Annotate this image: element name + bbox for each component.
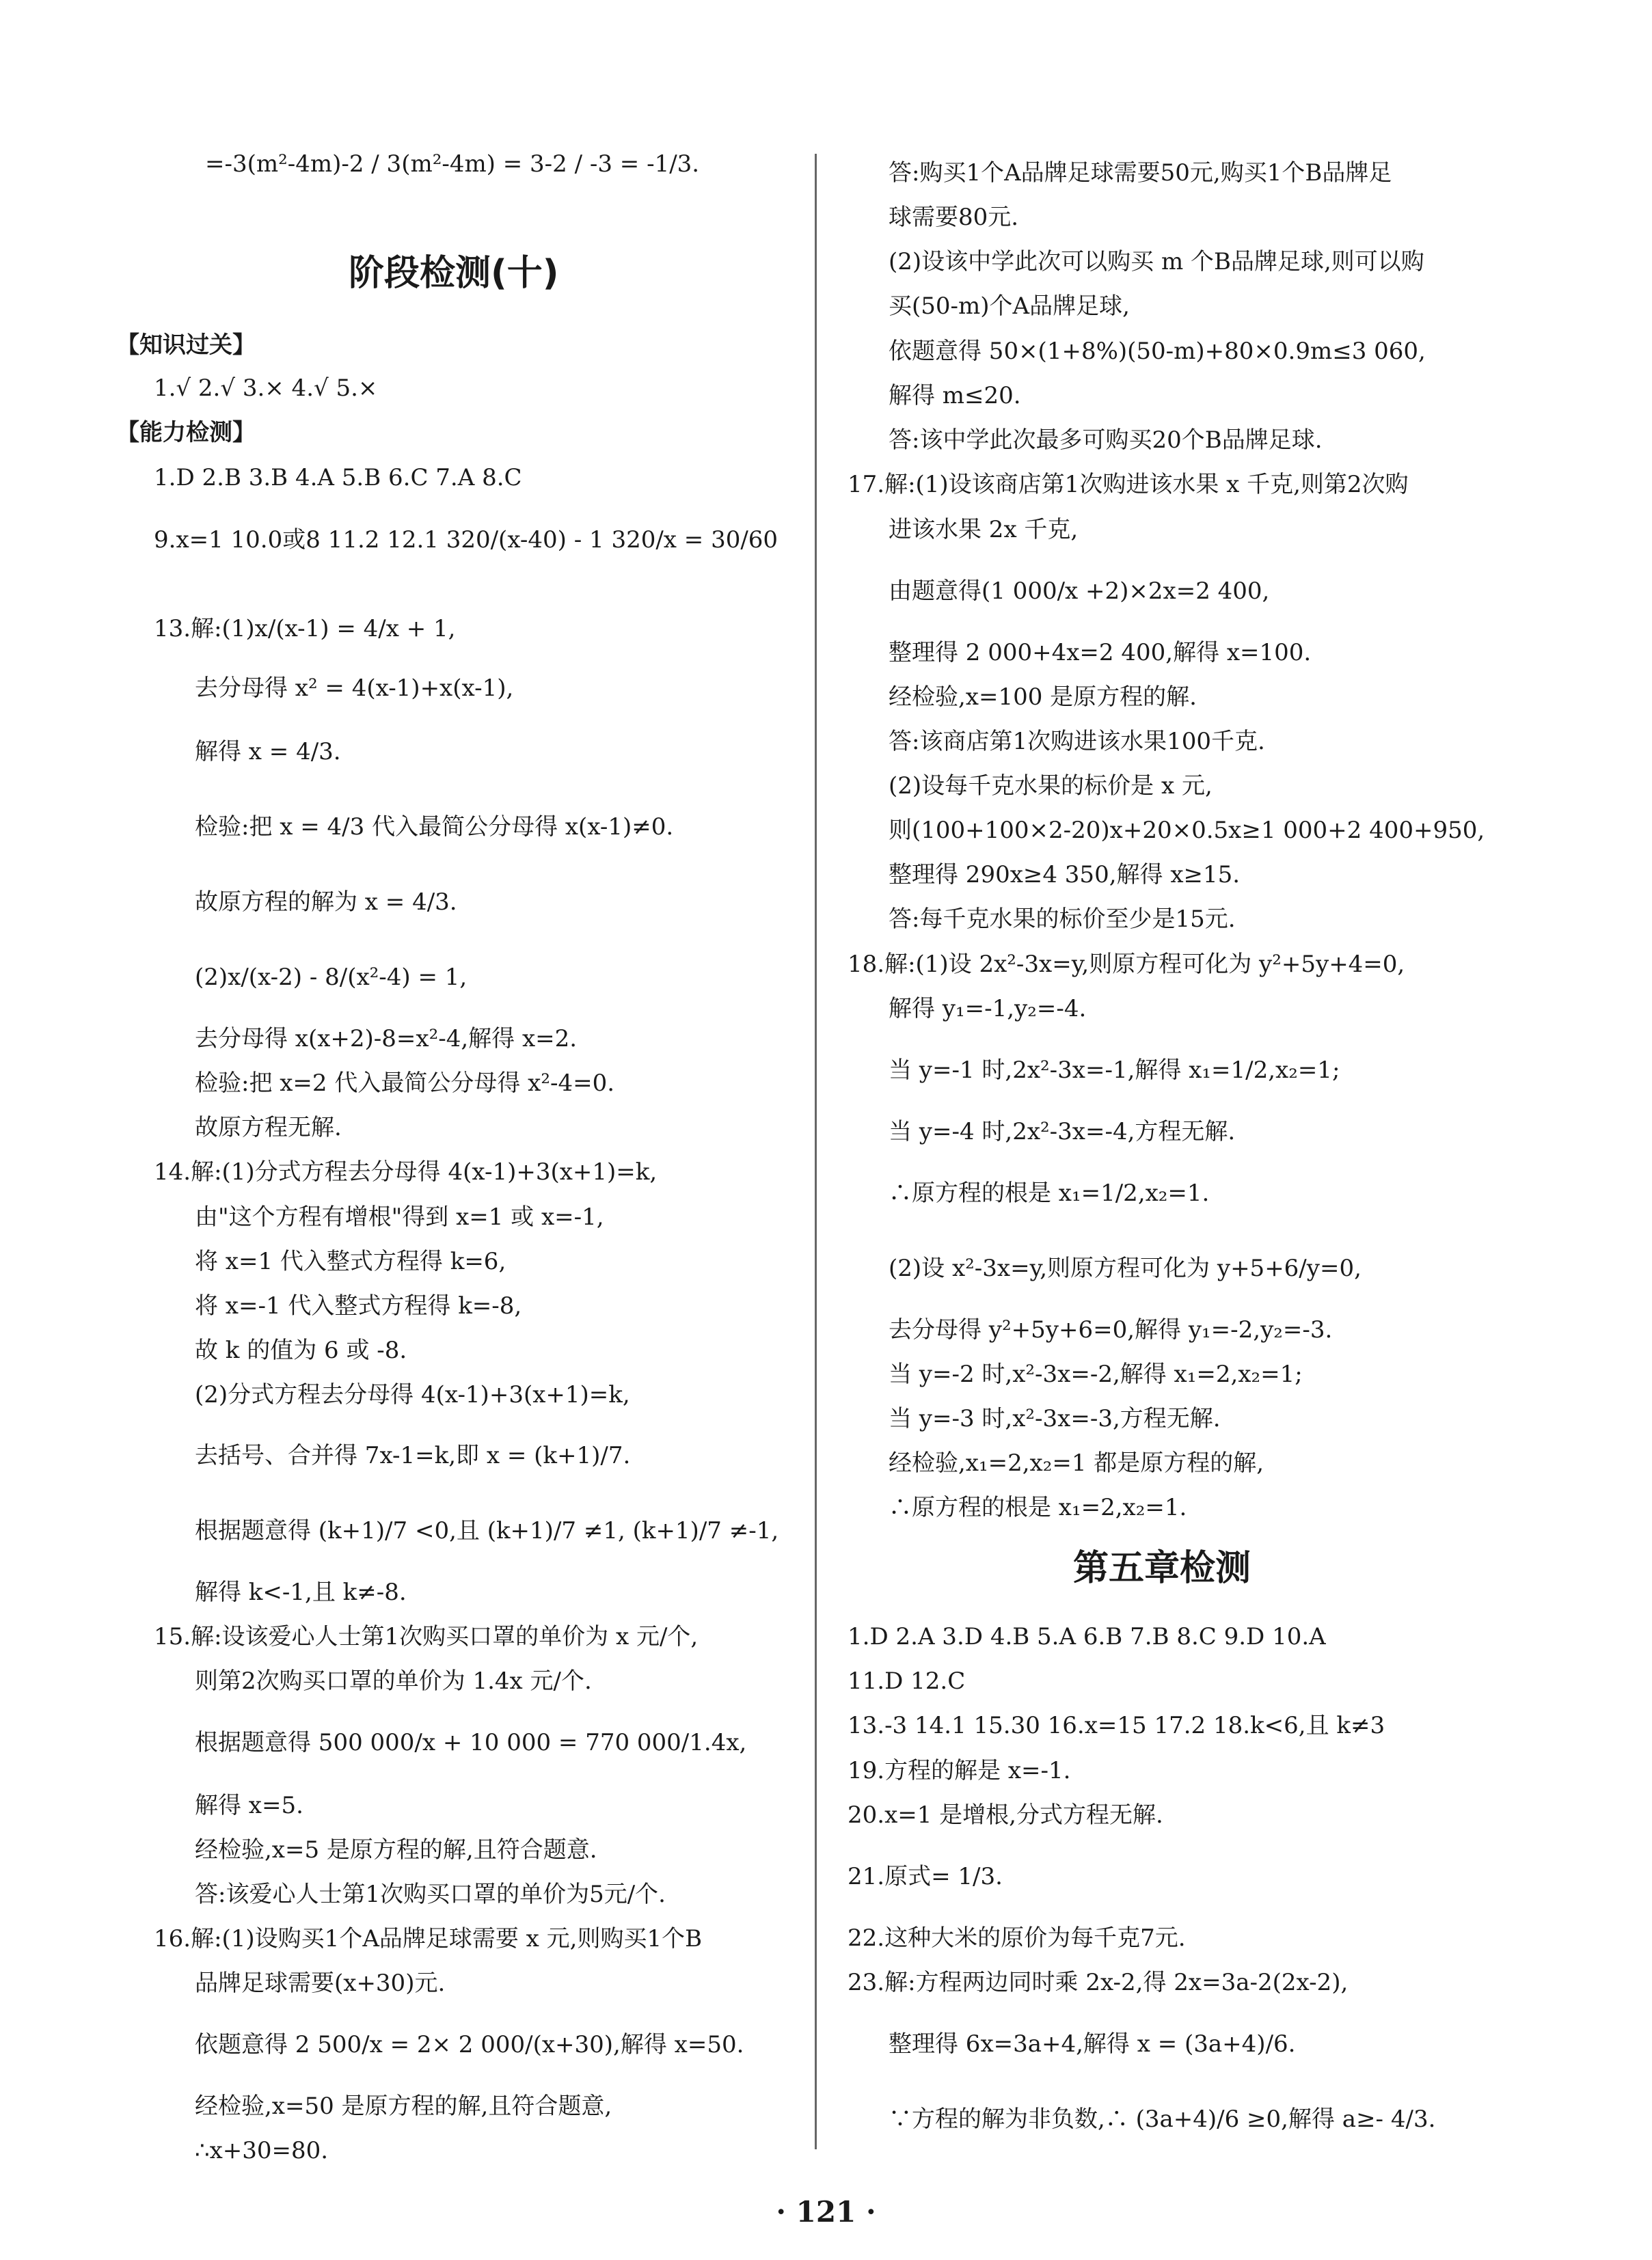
text-line: 17.解:(1)设该商店第1次购进该水果 x 千克,则第2次购 <box>848 471 1409 498</box>
text-line: 当 y=-2 时,x²-3x=-2,解得 x₁=2,x₂=1; <box>889 1361 1303 1388</box>
text-line: 当 y=-1 时,2x²-3x=-1,解得 x₁=1/2,x₂=1; <box>889 1057 1340 1084</box>
text-line: 21.原式= 1/3. <box>848 1863 1003 1890</box>
text-line: 去分母得 x(x+2)-8=x²-4,解得 x=2. <box>195 1025 578 1052</box>
text-line: (2)设该中学此次可以购买 m 个B品牌足球,则可以购 <box>889 248 1424 275</box>
text-line: 将 x=1 代入整式方程得 k=6, <box>195 1248 506 1275</box>
text-line: 19.方程的解是 x=-1. <box>848 1757 1071 1784</box>
text-line: 答:该中学此次最多可购买20个B品牌足球. <box>889 426 1323 454</box>
text-line: 整理得 6x=3a+4,解得 x = (3a+4)/6. <box>889 2030 1296 2058</box>
text-line: 20.x=1 是增根,分式方程无解. <box>848 1801 1163 1829</box>
section-tag: 【能力检测】 <box>116 419 256 446</box>
text-line: 由"这个方程有增根"得到 x=1 或 x=-1, <box>195 1203 604 1231</box>
text-line: 答:每千克水果的标价至少是15元. <box>889 906 1236 933</box>
page-number: · 121 · <box>776 2195 876 2229</box>
text-line: 球需要80元. <box>889 204 1019 231</box>
text-line: 1.D 2.B 3.B 4.A 5.B 6.C 7.A 8.C <box>154 464 522 491</box>
section-title: 阶段检测(十) <box>349 253 559 294</box>
text-line: 则第2次购买口罩的单价为 1.4x 元/个. <box>195 1667 592 1695</box>
text-line: 解得 k<-1,且 k≠-8. <box>195 1579 407 1606</box>
text-line: 解得 m≤20. <box>889 382 1021 409</box>
text-line: 去分母得 x² = 4(x-1)+x(x-1), <box>195 675 514 702</box>
text-line: 去分母得 y²+5y+6=0,解得 y₁=-2,y₂=-3. <box>889 1316 1333 1344</box>
section-tag: 【知识过关】 <box>116 331 256 359</box>
text-line: 将 x=-1 代入整式方程得 k=-8, <box>195 1292 522 1320</box>
text-line: 去括号、合并得 7x-1=k,即 x = (k+1)/7. <box>195 1442 631 1469</box>
text-line: =-3(m²-4m)-2 / 3(m²-4m) = 3-2 / -3 = -1/3. <box>205 150 700 178</box>
text-line: 答:该商店第1次购进该水果100千克. <box>889 728 1265 755</box>
text-line: 22.这种大米的原价为每千克7元. <box>848 1924 1186 1952</box>
text-line: 整理得 2 000+4x=2 400,解得 x=100. <box>889 639 1312 666</box>
text-line: (2)x/(x-2) - 8/(x²-4) = 1, <box>195 964 468 991</box>
text-line: 依题意得 50×(1+8%)(50-m)+80×0.9m≤3 060, <box>889 338 1426 365</box>
text-line: 买(50-m)个A品牌足球, <box>889 292 1130 320</box>
text-line: 故原方程无解. <box>195 1114 342 1141</box>
column-divider <box>815 154 817 2149</box>
text-line: 16.解:(1)设购买1个A品牌足球需要 x 元,则购买1个B <box>154 1925 703 1952</box>
text-line: 13.-3 14.1 15.30 16.x=15 17.2 18.k<6,且 k≠3 <box>848 1712 1385 1739</box>
text-line: 13.解:(1)x/(x-1) = 4/x + 1, <box>154 615 456 642</box>
text-line: (2)设每千克水果的标价是 x 元, <box>889 772 1213 800</box>
text-line: 根据题意得 (k+1)/7 <0,且 (k+1)/7 ≠1, (k+1)/7 ≠-1, <box>195 1517 779 1544</box>
text-line: ∵方程的解为非负数,∴ (3a+4)/6 ≥0,解得 a≥- 4/3. <box>889 2106 1436 2133</box>
text-line: 15.解:设该爱心人士第1次购买口罩的单价为 x 元/个, <box>154 1623 699 1650</box>
text-line: 当 y=-3 时,x²-3x=-3,方程无解. <box>889 1405 1221 1432</box>
text-line: 由题意得(1 000/x +2)×2x=2 400, <box>889 577 1270 605</box>
text-line: 解得 x = 4/3. <box>195 738 341 765</box>
text-line: 经检验,x=50 是原方程的解,且符合题意, <box>195 2093 612 2120</box>
text-line: 根据题意得 500 000/x + 10 000 = 770 000/1.4x, <box>195 1729 747 1756</box>
text-line: 9.x=1 10.0或8 11.2 12.1 320/(x-40) - 1 320/x = 30/60 <box>154 526 778 554</box>
text-line: ∴原方程的根是 x₁=2,x₂=1. <box>889 1494 1187 1521</box>
text-line: 检验:把 x = 4/3 代入最简公分母得 x(x-1)≠0. <box>195 813 674 841</box>
text-line: 进该水果 2x 千克, <box>889 516 1079 543</box>
text-line: 1.D 2.A 3.D 4.B 5.A 6.B 7.B 8.C 9.D 10.A <box>848 1623 1326 1650</box>
text-line: 品牌足球需要(x+30)元. <box>195 1970 446 1997</box>
text-line: 23.解:方程两边同时乘 2x-2,得 2x=3a-2(2x-2), <box>848 1969 1349 1996</box>
text-line: 经检验,x₁=2,x₂=1 都是原方程的解, <box>889 1449 1264 1477</box>
text-line: 经检验,x=5 是原方程的解,且符合题意. <box>195 1836 597 1864</box>
text-line: 当 y=-4 时,2x²-3x=-4,方程无解. <box>889 1118 1236 1145</box>
text-line: ∴原方程的根是 x₁=1/2,x₂=1. <box>889 1180 1210 1207</box>
text-line: 答:购买1个A品牌足球需要50元,购买1个B品牌足 <box>889 159 1392 187</box>
text-line: 故原方程的解为 x = 4/3. <box>195 888 457 916</box>
text-line: 11.D 12.C <box>848 1667 966 1695</box>
section-title: 第五章检测 <box>1073 1548 1251 1589</box>
text-line: (2)设 x²-3x=y,则原方程可化为 y+5+6/y=0, <box>889 1255 1362 1282</box>
text-line: 经检验,x=100 是原方程的解. <box>889 683 1197 711</box>
text-line: 解得 x=5. <box>195 1792 303 1819</box>
text-line: ∴x+30=80. <box>195 2137 329 2164</box>
text-line: 故 k 的值为 6 或 -8. <box>195 1337 407 1364</box>
text-line: 解得 y₁=-1,y₂=-4. <box>889 995 1087 1022</box>
text-line: 18.解:(1)设 2x²-3x=y,则原方程可化为 y²+5y+4=0, <box>848 951 1405 978</box>
text-line: 则(100+100×2-20)x+20×0.5x≥1 000+2 400+950, <box>889 817 1485 844</box>
text-line: 1.√ 2.√ 3.× 4.√ 5.× <box>154 375 378 402</box>
text-line: 检验:把 x=2 代入最简公分母得 x²-4=0. <box>195 1070 615 1097</box>
text-line: 14.解:(1)分式方程去分母得 4(x-1)+3(x+1)=k, <box>154 1158 658 1186</box>
text-line: 依题意得 2 500/x = 2× 2 000/(x+30),解得 x=50. <box>195 2031 744 2058</box>
text-line: 整理得 290x≥4 350,解得 x≥15. <box>889 861 1241 888</box>
text-line: 答:该爱心人士第1次购买口罩的单价为5元/个. <box>195 1881 666 1908</box>
text-line: (2)分式方程去分母得 4(x-1)+3(x+1)=k, <box>195 1381 630 1408</box>
